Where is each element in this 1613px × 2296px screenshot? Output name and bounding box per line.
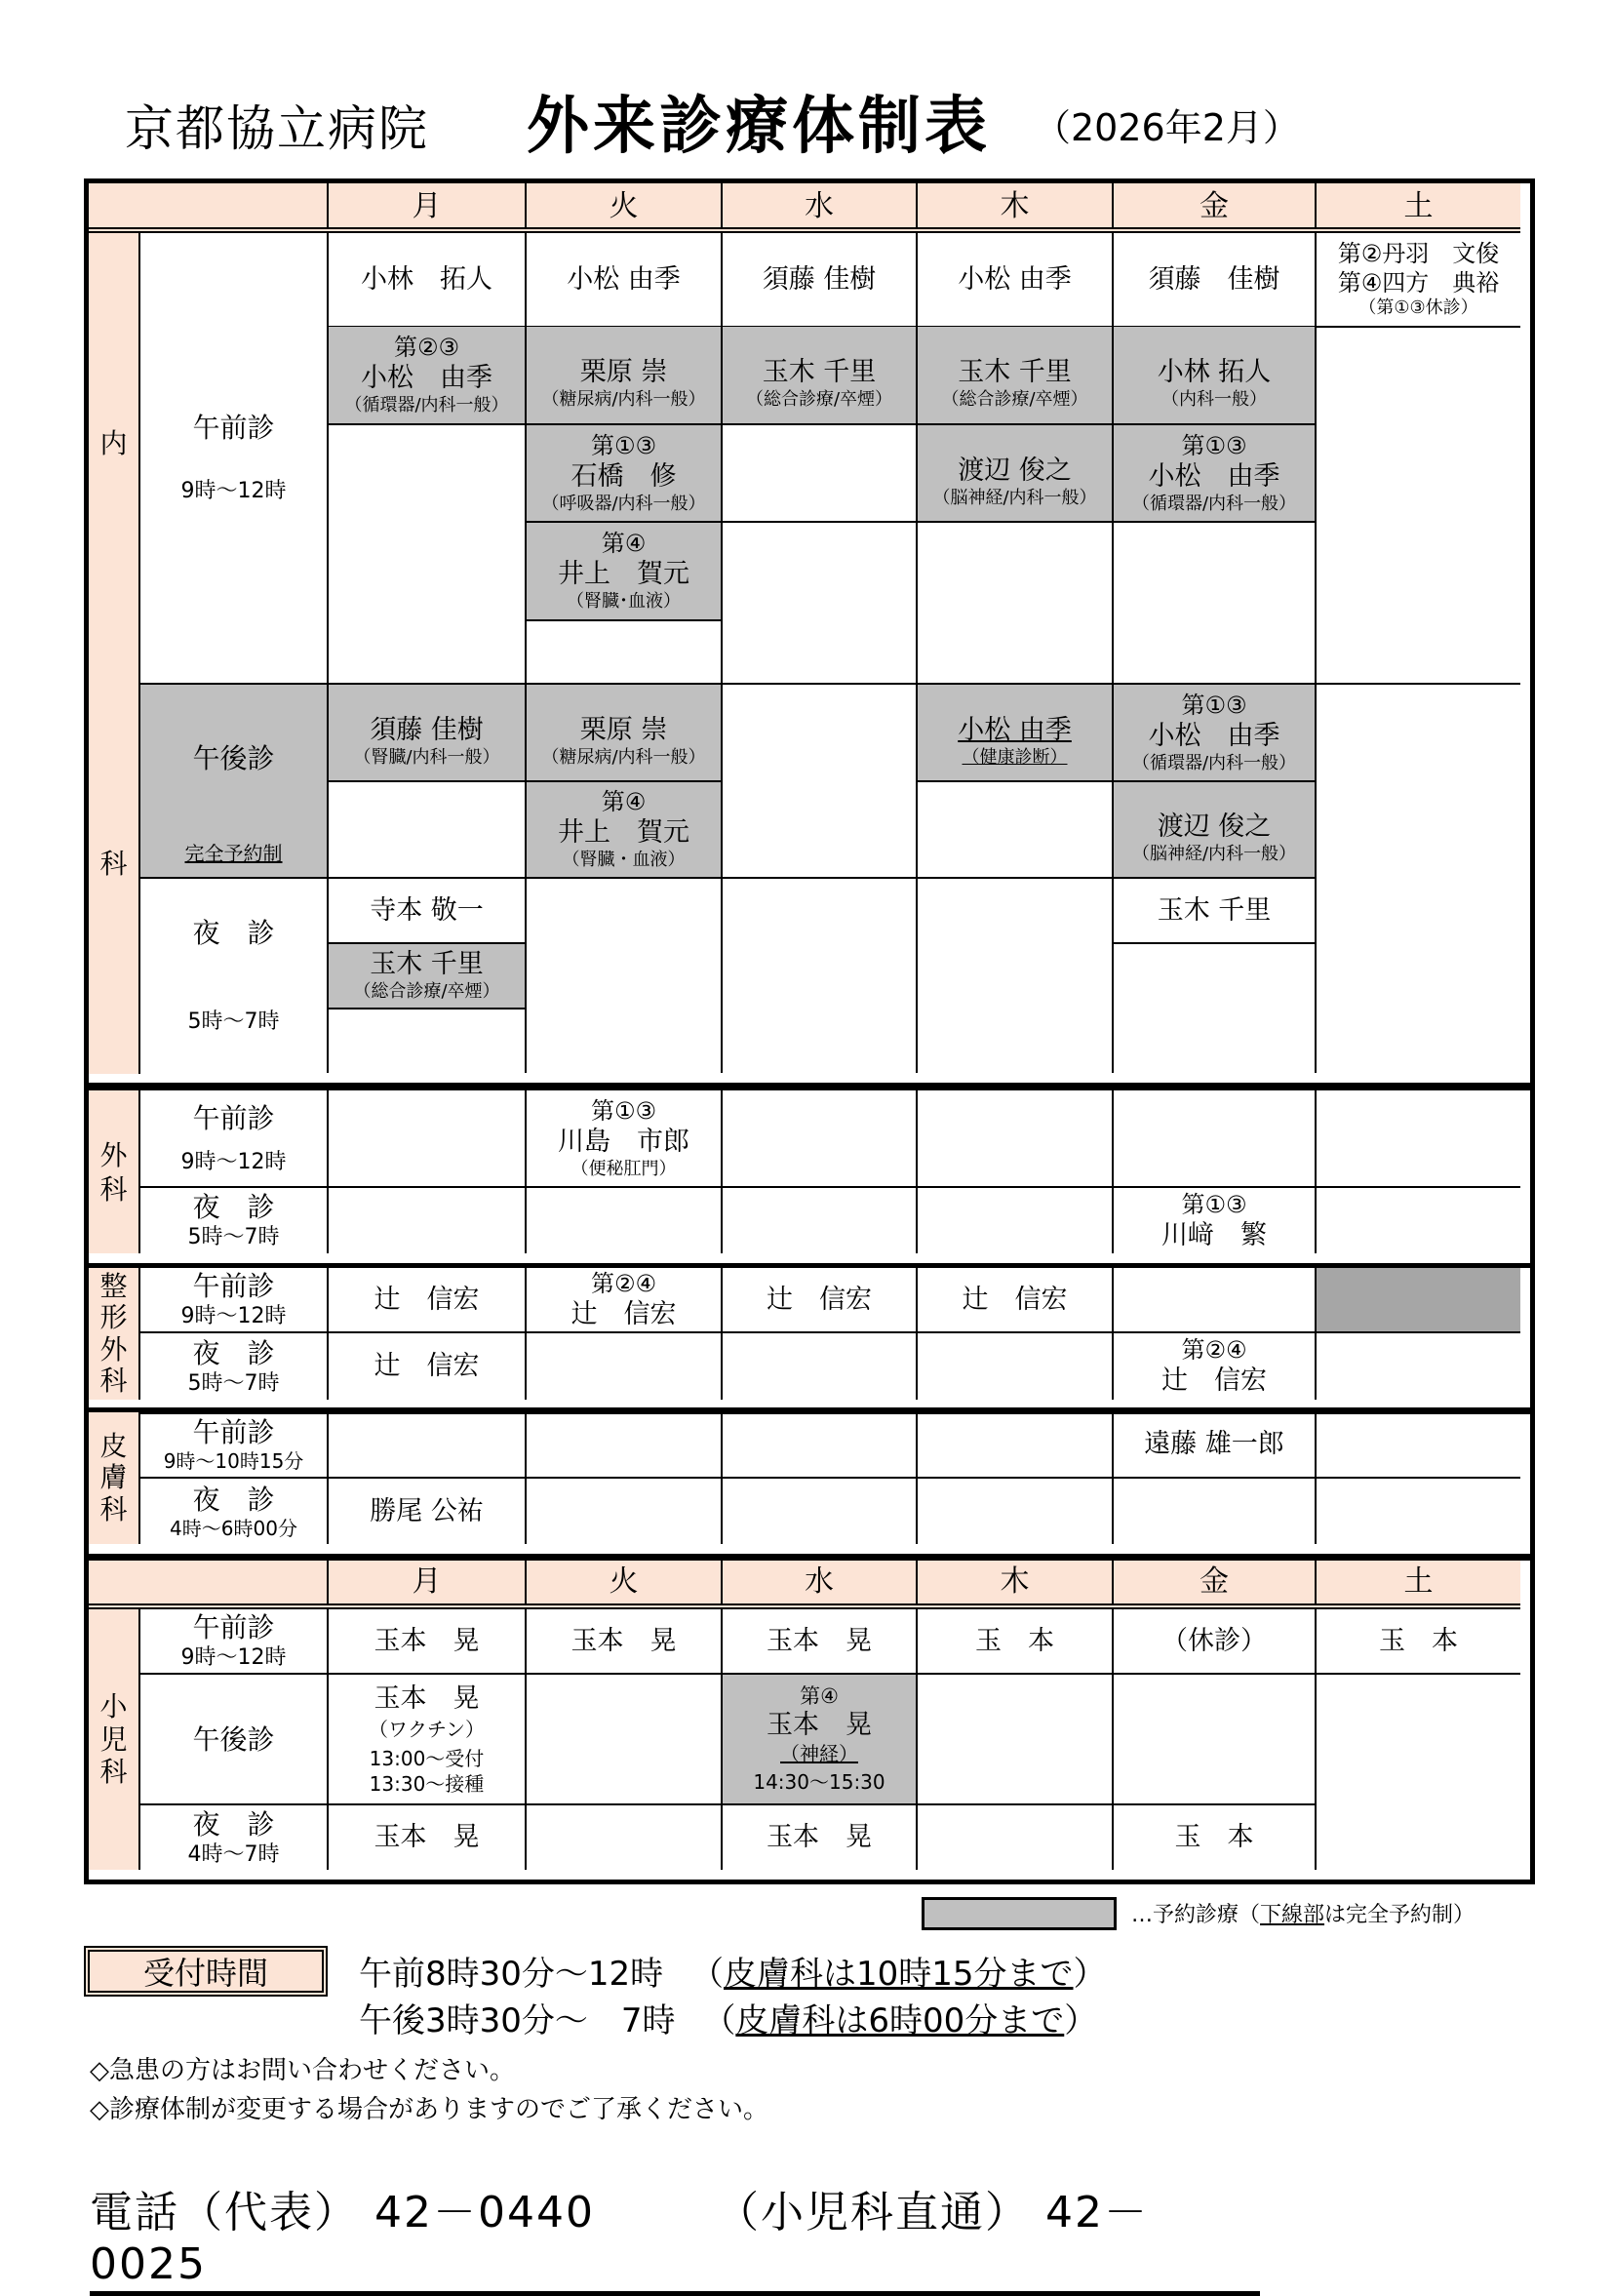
- phone-main-label: 電話（代表）: [90, 2188, 359, 2237]
- am-thu-empty: [918, 523, 1114, 685]
- dept-char: 児: [99, 1722, 128, 1756]
- header-blank: [89, 1561, 329, 1603]
- session-am: [140, 233, 329, 685]
- day-header-wed: 水: [723, 183, 918, 229]
- am-wed-empty-2: [723, 523, 918, 685]
- session-label: 午前診: [192, 1611, 275, 1644]
- am-fri-doctor: 須藤 佳樹: [1114, 233, 1317, 328]
- am-sat-doctors: [1317, 233, 1520, 328]
- am-thu-reserved-2: [918, 425, 1114, 523]
- session-night: [140, 1188, 329, 1253]
- dept-char: 形: [99, 1301, 128, 1334]
- surg-am-sat: [1317, 1090, 1520, 1188]
- derm-night-sat: [1317, 1479, 1520, 1544]
- specialty: （総合診療/卒煙）: [745, 389, 893, 411]
- doctor-name: 小松 由季: [958, 714, 1072, 745]
- legend-underlined: 下線部: [1260, 1903, 1325, 1927]
- page-title: 外来診療体制表: [527, 91, 991, 163]
- note-schedule-change: ◇診療体制が変更する場合がありますのでご了承ください。: [90, 2095, 768, 2124]
- am-fri-empty: [1114, 523, 1317, 685]
- peds-night-tue: [527, 1805, 723, 1870]
- internal-medicine-table: [84, 178, 1535, 1088]
- specialty: （ワクチン）: [369, 1717, 485, 1741]
- peds-pm-fri: [1114, 1675, 1317, 1805]
- doctor-name: 須藤 佳樹: [370, 714, 484, 745]
- pm-thu-empty: [918, 782, 1114, 879]
- ortho-night-tue: [527, 1333, 723, 1400]
- doctor-name: 玉本 晃: [767, 1710, 872, 1741]
- dept-char: 科: [99, 848, 128, 880]
- am-mon-empty: [329, 425, 527, 685]
- derm-am-sat: [1317, 1412, 1520, 1479]
- hospital-name: 京都協立病院: [125, 100, 429, 157]
- week-ordinal: 第①③: [590, 431, 657, 459]
- ortho-night-mon: 辻 信宏: [329, 1333, 527, 1400]
- dept-char: 科: [99, 1364, 128, 1397]
- derm-night-fri: [1114, 1479, 1317, 1544]
- doctor-name: 石橋 修: [570, 460, 677, 492]
- dept-label-dermatology: [89, 1412, 140, 1544]
- reception-am: 午前8時30分～12時 （皮膚科は10時15分まで）: [359, 1955, 1107, 1994]
- doctor-name: 小松 由季: [1148, 720, 1280, 751]
- reception-hours-label: 受付時間: [84, 1946, 328, 1997]
- derm-night-thu: [918, 1479, 1114, 1544]
- session-label: 夜 診: [192, 917, 275, 950]
- dept-char: 科: [99, 1492, 128, 1525]
- dept-char: 科: [99, 1172, 128, 1206]
- surg-am-mon: [329, 1090, 527, 1188]
- peds-night-fri: 玉 本: [1114, 1805, 1317, 1870]
- ortho-am-mon: 辻 信宏: [329, 1268, 527, 1333]
- session-time: 5時～7時: [187, 1370, 280, 1396]
- doctor-name: 小松 由季: [361, 363, 492, 394]
- derm-night-tue: [527, 1479, 723, 1544]
- peds-am-sat: 玉 本: [1317, 1609, 1520, 1675]
- specialty: （便秘肛門）: [570, 1158, 677, 1179]
- session-am: [140, 1268, 329, 1333]
- peds-am-thu: 玉 本: [918, 1609, 1114, 1675]
- surg-am-fri: [1114, 1090, 1317, 1188]
- peds-night-mon: 玉本 晃: [329, 1805, 527, 1870]
- session-time: 14:30～15:30: [753, 1770, 885, 1794]
- night-wed-empty: [723, 879, 918, 1073]
- note-emergency: ◇急患の方はお問い合わせください。: [90, 2056, 515, 2085]
- dept-char: 科: [99, 1756, 128, 1789]
- doctor-name: 渡辺 俊之: [958, 455, 1072, 486]
- session-time: 9時～12時: [180, 1645, 287, 1671]
- day-header-sat: 土: [1317, 1561, 1520, 1603]
- session-label: 午前診: [192, 1101, 275, 1134]
- surg-night-tue: [527, 1188, 723, 1253]
- doctor-name: 川﨑 繁: [1161, 1219, 1267, 1250]
- night-fri-empty: [1114, 944, 1317, 1073]
- ortho-am-wed: 辻 信宏: [723, 1268, 918, 1333]
- derm-night-mon: 勝尾 公祐: [329, 1479, 527, 1544]
- pm-fri-reserved: [1114, 685, 1317, 782]
- doctor-name: 玉木 千里: [370, 949, 484, 980]
- specialty: （腎臓・血液）: [562, 850, 686, 871]
- specialty: （循環器/内科一般）: [344, 395, 509, 416]
- session-am: [140, 1412, 329, 1479]
- session-label: 午後診: [192, 742, 275, 774]
- doctor-name: 栗原 崇: [579, 714, 668, 745]
- specialty: （脳神経/内科一般）: [932, 487, 1097, 508]
- am-tue-reserved: [527, 327, 723, 425]
- session-label: 午前診: [192, 1416, 275, 1448]
- peds-pm-night-sat: [1317, 1675, 1520, 1870]
- peds-pm-tue: [527, 1675, 723, 1805]
- phone-peds-number[interactable]: 42－0025: [90, 2188, 1149, 2289]
- doctor-name: 渡辺 俊之: [1157, 812, 1272, 843]
- doctor-name: 玉木 千里: [762, 357, 877, 388]
- am-thu-reserved: [918, 327, 1114, 425]
- dept-label-surgery: [89, 1090, 140, 1253]
- schedule-month: （2026年2月）: [1034, 106, 1300, 149]
- specialty: （内科一般）: [1161, 389, 1267, 411]
- doctor-name: 小林 拓人: [1157, 357, 1272, 388]
- specialty: （腎臓･血液）: [567, 591, 681, 613]
- session-time: 9時～12時: [180, 479, 287, 504]
- doctor-name: 川島 市郎: [558, 1126, 689, 1157]
- week-ordinal: 第①③: [1181, 1190, 1247, 1218]
- night-tue-empty: [527, 879, 723, 1073]
- ortho-night-sat: [1317, 1333, 1520, 1400]
- pm-tue-reserved: [527, 685, 723, 782]
- night-fri-doctor: 玉木 千里: [1114, 879, 1317, 944]
- specialty: （糖尿病/内科一般）: [541, 746, 706, 768]
- session-label: 夜 診: [192, 1483, 275, 1516]
- surgery-table: [84, 1086, 1535, 1268]
- session-night: [140, 1805, 329, 1870]
- session-pm: [140, 1675, 329, 1805]
- session-time: 9時～12時: [180, 1149, 287, 1174]
- peds-night-thu: [918, 1805, 1114, 1870]
- doctor-name: 井上 賀元: [558, 559, 689, 590]
- phone-peds-label: （小児科直通）: [715, 2188, 1030, 2237]
- dept-char: 皮: [99, 1430, 128, 1463]
- pm-wed-empty: [723, 685, 918, 879]
- night-mon-reserved: [329, 944, 527, 1009]
- sat-doctor-4th: 第④四方 典裕: [1337, 269, 1500, 297]
- specialty: （糖尿病/内科一般）: [541, 389, 706, 411]
- am-wed-reserved: [723, 327, 918, 425]
- surg-night-thu: [918, 1188, 1114, 1253]
- legend-text: [1131, 1898, 1475, 1928]
- day-header-fri: 金: [1114, 183, 1317, 229]
- ortho-am-sat-closed: [1317, 1268, 1520, 1333]
- dept-label-internal: [89, 233, 140, 1074]
- surg-am-wed: [723, 1090, 918, 1188]
- am-wed-empty: [723, 425, 918, 523]
- surg-night-sat: [1317, 1188, 1520, 1253]
- vaccination-time: 13:30～接種: [369, 1771, 485, 1796]
- session-pm: [140, 685, 329, 879]
- derm-am-thu: [918, 1412, 1114, 1479]
- surg-night-wed: [723, 1188, 918, 1253]
- ortho-am-fri: [1114, 1268, 1317, 1333]
- night-mon-doctor: 寺本 敬一: [329, 879, 527, 944]
- day-header-thu: 木: [918, 183, 1114, 229]
- week-ordinal: 第①③: [1181, 691, 1247, 719]
- reception-pm-note: 皮膚科は6時00分まで: [735, 2001, 1065, 2040]
- specialty: （脳神経/内科一般）: [1131, 844, 1297, 865]
- peds-pm-wed-reserved: [723, 1675, 918, 1805]
- day-header-tue: 火: [527, 1561, 723, 1603]
- dept-label-orthopedics: [89, 1268, 140, 1400]
- session-time: 9時～10時15分: [163, 1449, 304, 1473]
- session-label: 午前診: [192, 412, 275, 445]
- week-ordinal: 第④: [601, 530, 647, 558]
- am-mon-reserved: [329, 327, 527, 425]
- peds-am-fri: （休診）: [1114, 1609, 1317, 1675]
- specialty: （循環器/内科一般）: [1131, 752, 1297, 773]
- peds-am-mon: 玉本 晃: [329, 1609, 527, 1675]
- pm-thu-reserved: [918, 685, 1114, 782]
- session-label: 午後診: [192, 1722, 275, 1756]
- day-header-mon: 月: [329, 183, 527, 229]
- specialty: （呼吸器/内科一般）: [541, 493, 706, 514]
- week-ordinal: 第②④: [590, 1269, 657, 1297]
- sat-doctor-2nd: 第②丹羽 文俊: [1337, 240, 1500, 268]
- surg-am-tue: [527, 1090, 723, 1188]
- doctor-name: 辻 信宏: [570, 1298, 677, 1329]
- doctor-name: 辻 信宏: [1161, 1366, 1267, 1397]
- week-ordinal: 第②③: [393, 334, 460, 362]
- pm-fri-reserved-2: [1114, 782, 1317, 879]
- day-header-mon: 月: [329, 1561, 527, 1603]
- dept-char: 整: [99, 1270, 128, 1303]
- derm-am-mon: [329, 1412, 527, 1479]
- am-wed-doctor: 須藤 佳樹: [723, 233, 918, 328]
- ortho-night-thu: [918, 1333, 1114, 1400]
- peds-pm-mon: [329, 1675, 527, 1805]
- night-mon-empty: [329, 1009, 527, 1073]
- session-am: [140, 1090, 329, 1188]
- doctor-name: 井上 賀元: [558, 817, 689, 849]
- orthopedics-table: [84, 1263, 1535, 1414]
- doctor-name: 栗原 崇: [579, 357, 668, 388]
- night-thu-empty: [918, 879, 1114, 1073]
- day-header-fri: 金: [1114, 1561, 1317, 1603]
- legend-post: は完全予約制）: [1324, 1903, 1475, 1927]
- specialty: （総合診療/卒煙）: [941, 389, 1088, 411]
- week-ordinal: 第④: [601, 788, 647, 816]
- session-night: [140, 1333, 329, 1400]
- phone-main-number[interactable]: 42－0440: [374, 2188, 595, 2237]
- derm-am-wed: [723, 1412, 918, 1479]
- specialty: （健康診断）: [962, 746, 1068, 768]
- ortho-am-tue: [527, 1268, 723, 1333]
- doctor-name: 小松 由季: [1148, 460, 1280, 492]
- phone-numbers: [90, 2177, 1260, 2296]
- reception-am-note: 皮膚科は10時15分まで: [723, 1955, 1074, 1994]
- peds-pm-thu: [918, 1675, 1114, 1805]
- am-fri-reserved: [1114, 327, 1317, 425]
- day-header-tue: 火: [527, 183, 723, 229]
- doctor-name: 玉木 千里: [958, 357, 1072, 388]
- specialty: （循環器/内科一般）: [1131, 493, 1297, 514]
- session-label: 夜 診: [192, 1191, 275, 1224]
- session-label: 夜 診: [192, 1807, 275, 1841]
- legend-pre: …予約診療（: [1131, 1903, 1261, 1927]
- reception-time: 13:00～受付: [369, 1746, 485, 1770]
- dept-char: 小: [99, 1690, 128, 1723]
- reception-am-time: 午前8時30分～12時: [359, 1955, 664, 1994]
- am-thu-doctor: 小松 由季: [918, 233, 1114, 328]
- pm-tue-reserved-2: [527, 782, 723, 879]
- ortho-night-wed: [723, 1333, 918, 1400]
- dermatology-table: [84, 1407, 1535, 1559]
- dept-label-pediatrics: [89, 1609, 140, 1870]
- day-header-sat: 土: [1317, 183, 1520, 229]
- day-header-wed: 水: [723, 1561, 918, 1603]
- specialty: （腎臓/内科一般）: [353, 746, 500, 768]
- surg-night-fri: [1114, 1188, 1317, 1253]
- peds-night-wed: 玉本 晃: [723, 1805, 918, 1870]
- derm-am-tue: [527, 1412, 723, 1479]
- am-tue-reserved-2: [527, 425, 723, 523]
- sat-closed-note: （第①③休診）: [1358, 297, 1478, 319]
- pm-night-sat-empty: [1317, 685, 1520, 1073]
- surg-night-mon: [329, 1188, 527, 1253]
- session-am: [140, 1609, 329, 1675]
- session-label: 午前診: [192, 1270, 275, 1303]
- week-ordinal: 第②④: [1181, 1336, 1247, 1365]
- derm-am-fri: 遠藤 雄一郎: [1114, 1412, 1317, 1479]
- dept-char: 内: [99, 427, 128, 459]
- week-ordinal: 第①③: [590, 1096, 657, 1125]
- am-tue-reserved-3: [527, 523, 723, 621]
- peds-am-wed: 玉本 晃: [723, 1609, 918, 1675]
- session-time: 4時～7時: [187, 1841, 280, 1867]
- ortho-night-fri: [1114, 1333, 1317, 1400]
- dept-char: 外: [99, 1332, 128, 1366]
- pm-mon-empty: [329, 782, 527, 879]
- session-time: 5時～7時: [187, 1009, 280, 1035]
- session-night: [140, 879, 329, 1073]
- reservation-only-note: 完全予約制: [184, 842, 283, 865]
- specialty: （総合診療/卒煙）: [353, 981, 500, 1003]
- legend-reserved-swatch: [922, 1897, 1117, 1930]
- session-time: 9時～12時: [180, 1304, 287, 1329]
- am-sat-empty: [1317, 327, 1520, 685]
- dept-char: 膚: [99, 1461, 128, 1494]
- pm-mon-reserved: [329, 685, 527, 782]
- header-blank: [89, 183, 329, 229]
- doctor-name: 玉本 晃: [374, 1683, 480, 1715]
- am-fri-reserved-2: [1114, 425, 1317, 523]
- pediatrics-table: [84, 1556, 1535, 1884]
- session-night: [140, 1479, 329, 1544]
- reception-pm: 午後3時30分～ 7時 （皮膚科は6時00分まで）: [359, 2001, 1098, 2040]
- specialty: （神経）: [780, 1742, 858, 1765]
- am-tue-doctor: 小松 由季: [527, 233, 723, 328]
- am-mon-doctor: 小林 拓人: [329, 233, 527, 328]
- dept-char: 外: [99, 1138, 128, 1171]
- reception-pm-time: 午後3時30分～ 7時: [359, 2001, 676, 2040]
- derm-night-wed: [723, 1479, 918, 1544]
- session-time: 4時～6時00分: [170, 1516, 297, 1540]
- session-label: 夜 診: [192, 1336, 275, 1369]
- session-time: 5時～7時: [187, 1225, 280, 1250]
- ortho-am-thu: 辻 信宏: [918, 1268, 1114, 1333]
- peds-am-tue: 玉本 晃: [527, 1609, 723, 1675]
- week-ordinal: 第①③: [1181, 431, 1247, 459]
- week-ordinal: 第④: [800, 1684, 839, 1708]
- am-tue-empty: [527, 621, 723, 685]
- day-header-thu: 木: [918, 1561, 1114, 1603]
- surg-am-thu: [918, 1090, 1114, 1188]
